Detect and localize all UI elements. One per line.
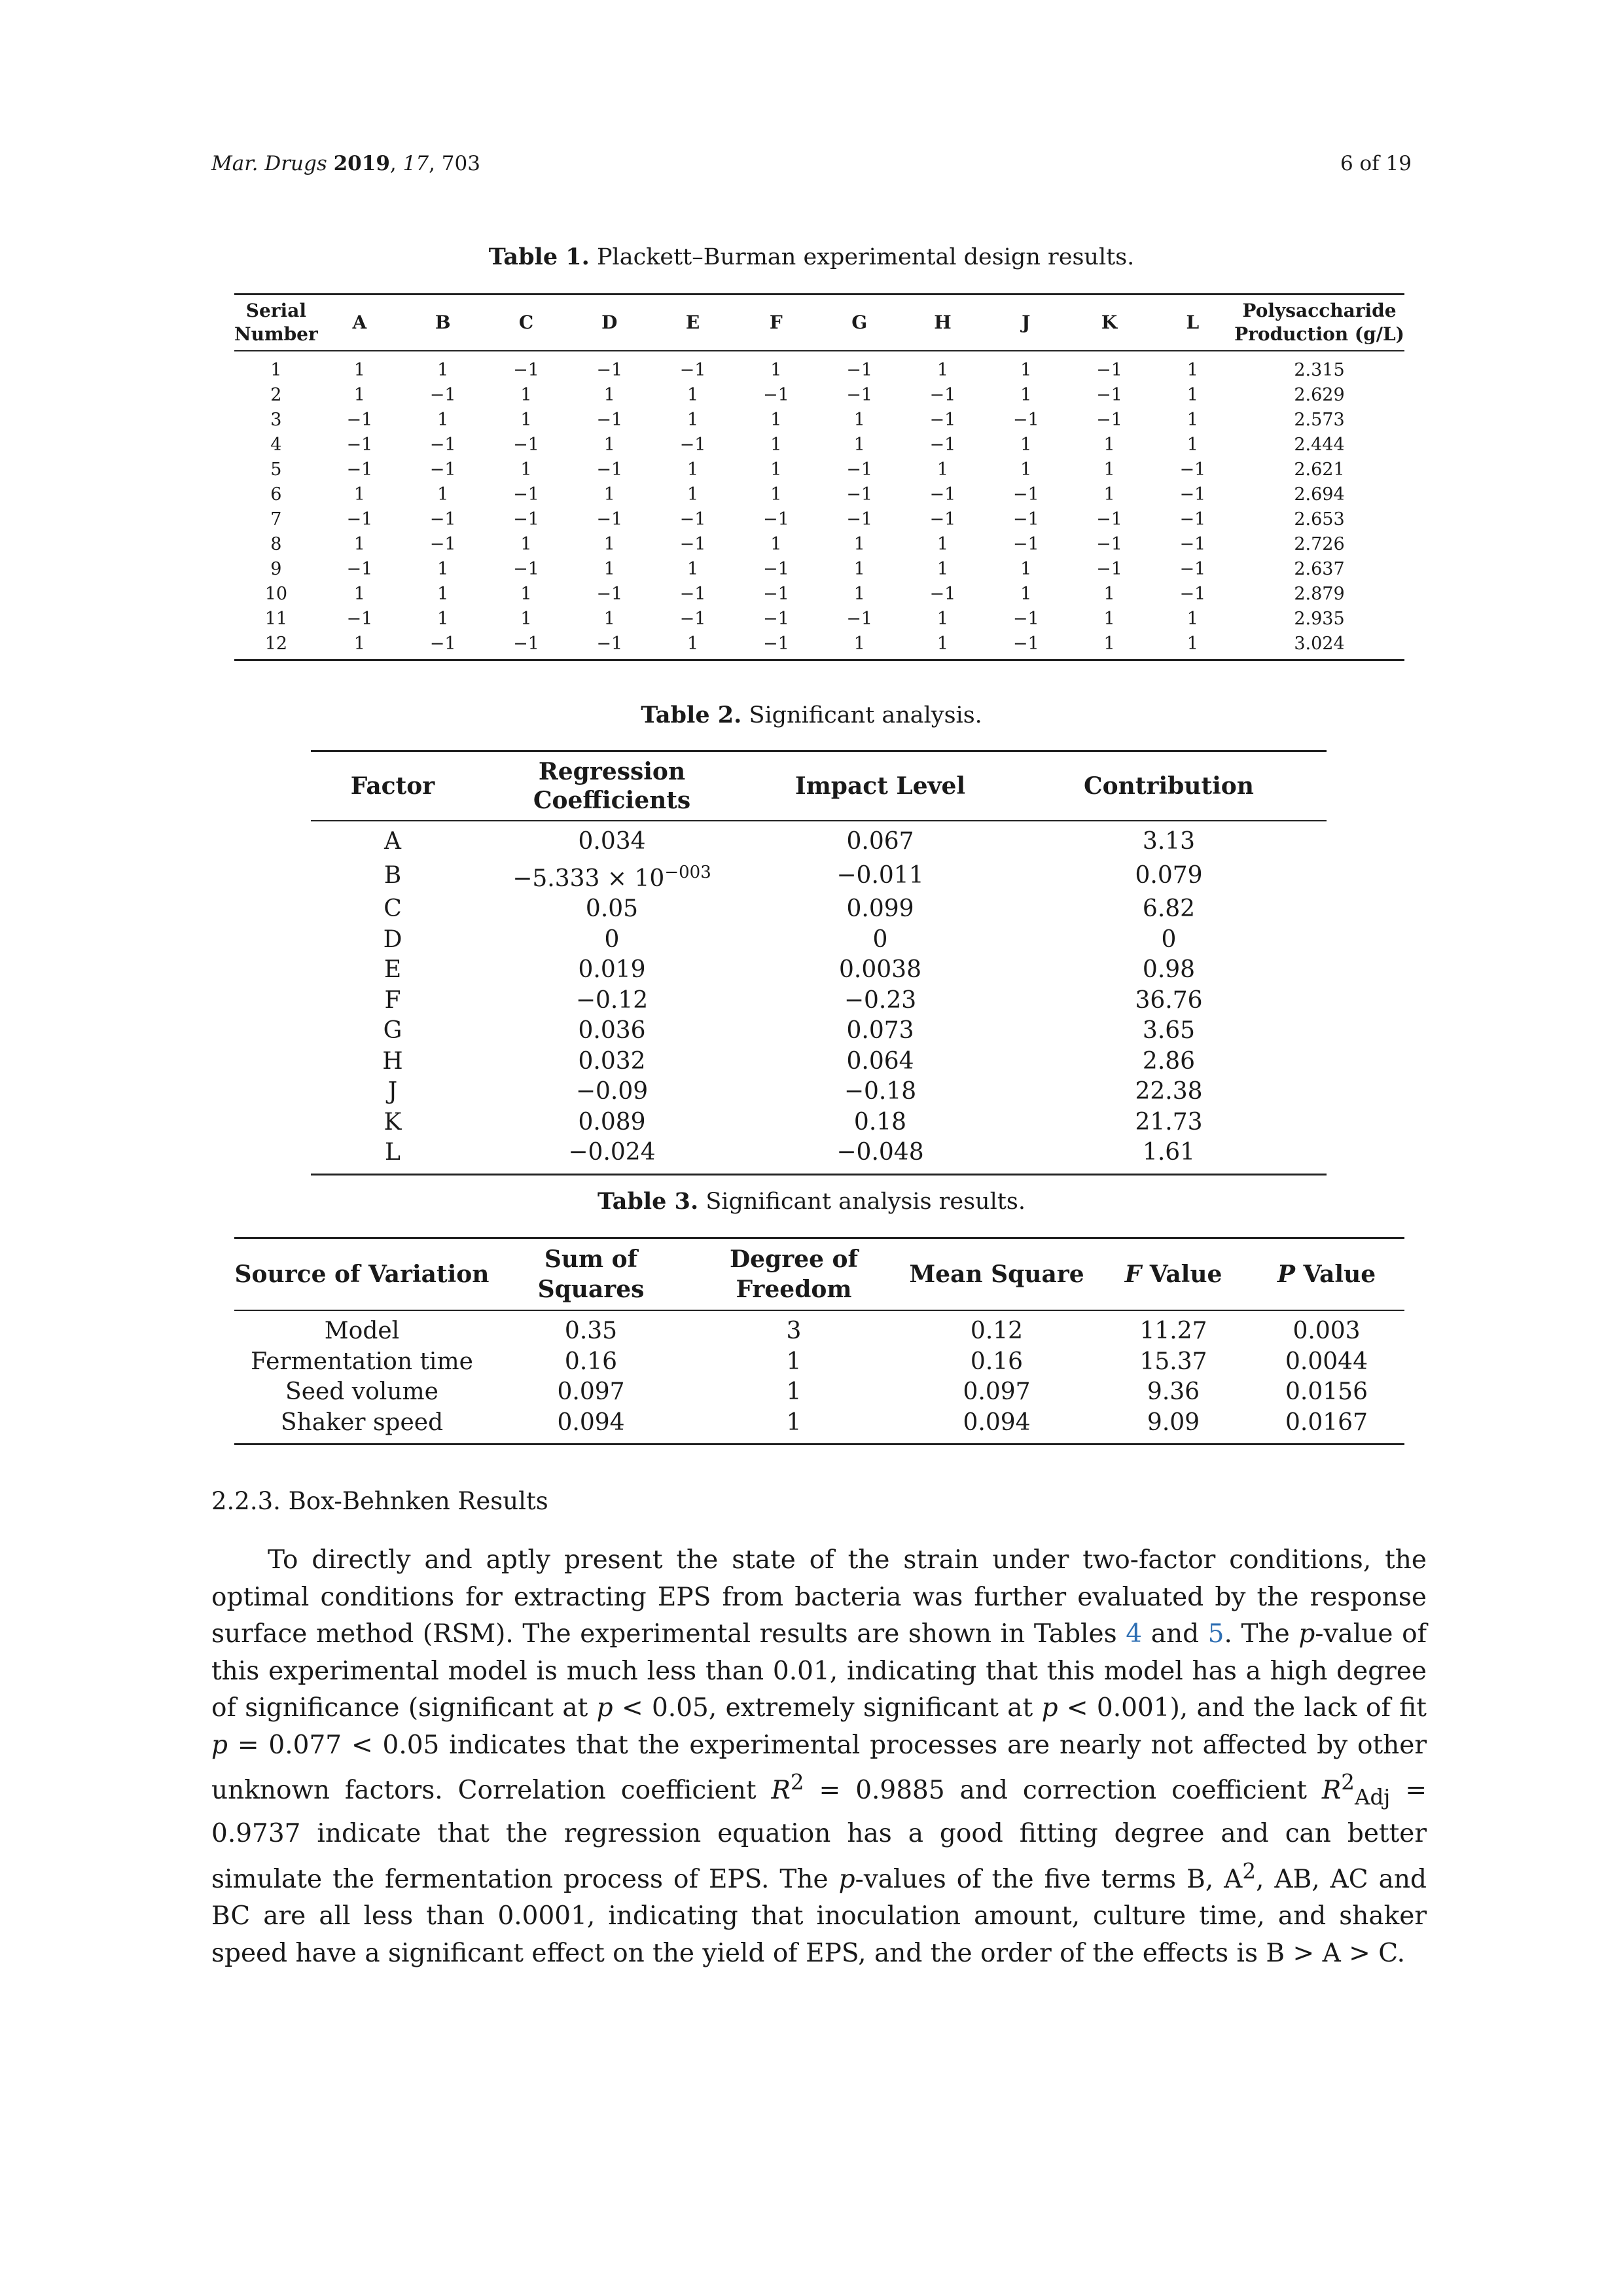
table-cell: 0.05 xyxy=(585,895,639,922)
table-cell: −1 xyxy=(846,385,873,405)
table-row xyxy=(311,1016,1327,1047)
table-cell: −1 xyxy=(846,509,873,529)
table-cell: −0.12 xyxy=(575,986,649,1014)
table-cell: 1 xyxy=(318,632,401,660)
table-row xyxy=(311,821,1327,857)
table-row xyxy=(234,351,1404,383)
table4-link[interactable]: 4 xyxy=(1126,1619,1143,1649)
table-cell: −1 xyxy=(1179,584,1206,604)
table-cell: 3 xyxy=(270,410,282,430)
table-cell: 9.09 xyxy=(1098,1408,1249,1444)
table-cell: −1 xyxy=(762,584,789,604)
table2-header-cell: Impact Level xyxy=(749,751,1011,821)
table-cell: 1 xyxy=(770,534,782,554)
table-cell: 1 xyxy=(1186,435,1198,455)
table-cell: −1 xyxy=(596,509,623,529)
table-cell: 21.73 xyxy=(1135,1108,1203,1136)
table-row xyxy=(234,507,1404,532)
table-cell: 2.621 xyxy=(1294,459,1345,480)
table-cell: 0.034 xyxy=(578,828,646,855)
table-cell: 1 xyxy=(1067,632,1150,660)
table-cell: −1 xyxy=(1096,410,1122,430)
table-row xyxy=(234,557,1404,582)
table-cell: 0.16 xyxy=(564,1348,618,1375)
table-cell: 1 xyxy=(651,632,734,660)
table-cell: 3.024 xyxy=(1234,632,1404,660)
table-row xyxy=(234,482,1404,507)
table-cell: G xyxy=(383,1017,402,1044)
table-cell: F xyxy=(384,986,401,1014)
table2 xyxy=(311,750,1327,1175)
table-cell: −1 xyxy=(484,632,567,660)
table-cell: −1 xyxy=(429,385,456,405)
table-cell: 0.094 xyxy=(490,1408,692,1444)
table-cell: −1 xyxy=(734,632,817,660)
table-cell: −1 xyxy=(513,360,539,380)
table-cell: 1 xyxy=(901,632,984,660)
table-cell: 1 xyxy=(520,385,532,405)
table-cell: 1 xyxy=(603,609,615,629)
table-cell: 1 xyxy=(353,385,365,405)
table-cell: 1 xyxy=(353,584,365,604)
table-cell: −1 xyxy=(1012,609,1039,629)
table-cell: −1 xyxy=(568,632,651,660)
table1-header-cell: H xyxy=(901,295,984,351)
table-cell: −1 xyxy=(596,410,623,430)
table-cell: 2.315 xyxy=(1294,360,1345,380)
table-cell: 0.16 xyxy=(970,1348,1024,1375)
table-row xyxy=(234,1310,1404,1347)
table-cell: −1 xyxy=(679,609,706,629)
table-cell: J xyxy=(387,1078,398,1105)
table-cell: −1 xyxy=(1012,484,1039,505)
table-cell: −1 xyxy=(679,584,706,604)
table-cell: −1 xyxy=(1012,410,1039,430)
table-cell: −1 xyxy=(929,410,956,430)
table1-header-cell: Polysaccharide Production (g/L) xyxy=(1234,295,1404,351)
table-cell: 1 xyxy=(270,360,282,380)
table-cell: 1 xyxy=(520,534,532,554)
table-cell: 1 xyxy=(853,559,865,579)
table-cell: 0 xyxy=(872,925,888,953)
table-cell: −1 xyxy=(1179,534,1206,554)
table-cell: 1 xyxy=(1103,459,1115,480)
table-cell: −1 xyxy=(346,459,373,480)
table-cell: 1 xyxy=(1020,584,1032,604)
table-row xyxy=(311,955,1327,986)
table-cell: 9.36 xyxy=(1147,1378,1200,1405)
table-cell: −1 xyxy=(1096,385,1122,405)
table-cell: 3 xyxy=(786,1318,802,1344)
table1-header-cell: K xyxy=(1067,295,1150,351)
table-cell: 2.694 xyxy=(1294,484,1345,505)
table-cell: 12 xyxy=(234,632,318,660)
table-cell: 1 xyxy=(770,484,782,505)
table-cell: 1 xyxy=(936,459,949,480)
table-cell: 0.0156 xyxy=(1285,1378,1368,1405)
table-cell: 2.879 xyxy=(1294,584,1345,604)
table-cell: L xyxy=(311,1138,474,1174)
table-row xyxy=(311,894,1327,925)
table-row xyxy=(311,986,1327,1016)
table-cell: 1 xyxy=(437,609,449,629)
table-cell: 1 xyxy=(853,435,865,455)
table-cell: 0 xyxy=(604,925,620,953)
table-cell: 0.35 xyxy=(564,1318,618,1344)
table-cell: 2.935 xyxy=(1294,609,1345,629)
table-cell: −1 xyxy=(513,435,539,455)
table-cell: 1 xyxy=(687,385,699,405)
table-cell: −1 xyxy=(1179,509,1206,529)
table-cell: 0.12 xyxy=(970,1318,1024,1344)
table-cell: −1 xyxy=(679,435,706,455)
table-cell: 1 xyxy=(353,360,365,380)
table-cell: 2.653 xyxy=(1294,509,1345,529)
table-row xyxy=(311,1138,1327,1174)
table-cell: −1 xyxy=(846,484,873,505)
table-cell: 1 xyxy=(437,484,449,505)
table-cell: 2.86 xyxy=(1142,1047,1196,1075)
table-cell: 1 xyxy=(520,410,532,430)
table-cell: 1 xyxy=(936,534,949,554)
table-cell: 1 xyxy=(1020,559,1032,579)
table-cell: 36.76 xyxy=(1135,986,1203,1014)
table2-caption: Table 2. Significant analysis. xyxy=(641,702,982,728)
table-row xyxy=(311,857,1327,895)
table-cell: 2.629 xyxy=(1294,385,1345,405)
journal-citation: Mar. Drugs 2019, 17, 703 xyxy=(211,152,480,175)
table-cell: 3.13 xyxy=(1142,828,1196,855)
table-cell: −1 xyxy=(762,385,789,405)
table1-header-cell: G xyxy=(818,295,901,351)
table-cell: 1 xyxy=(1020,435,1032,455)
table-cell: 2.726 xyxy=(1294,534,1345,554)
section-heading: 2.2.3. Box-Behnken Results xyxy=(211,1487,548,1515)
table-cell: 1 xyxy=(818,632,901,660)
table-cell: −1 xyxy=(929,484,956,505)
table-cell: 0 xyxy=(1161,925,1177,953)
table-cell: 0.094 xyxy=(895,1408,1098,1444)
table1-header-cell: L xyxy=(1151,295,1234,351)
table-cell: 6 xyxy=(270,484,282,505)
table-cell: 5 xyxy=(270,459,282,480)
table-row xyxy=(234,1377,1404,1408)
table-cell: 1 xyxy=(1020,360,1032,380)
table-cell: 1 xyxy=(1103,584,1115,604)
table-cell: 0.003 xyxy=(1293,1318,1361,1344)
table-row xyxy=(234,632,1404,660)
table5-link[interactable]: 5 xyxy=(1207,1619,1224,1649)
table-cell: 1 xyxy=(936,559,949,579)
table-cell: 8 xyxy=(270,534,282,554)
table-cell: 2.637 xyxy=(1294,559,1345,579)
table-cell: 1 xyxy=(853,410,865,430)
table-cell: −1 xyxy=(596,584,623,604)
table-cell: 0.079 xyxy=(1135,861,1203,889)
table2-header-cell: Factor xyxy=(311,751,474,821)
table-cell: 1 xyxy=(437,410,449,430)
table-cell: $-5.333 \times 10^{-003}$ xyxy=(512,862,711,892)
table-cell: 0.064 xyxy=(846,1047,914,1075)
table-cell: 1 xyxy=(1151,632,1234,660)
table-cell: −1 xyxy=(429,435,456,455)
table-cell: 1 xyxy=(603,559,615,579)
table-row xyxy=(234,1408,1404,1444)
table-cell: −1 xyxy=(429,509,456,529)
table-cell: 1 xyxy=(692,1408,895,1444)
table-cell: 1 xyxy=(437,360,449,380)
table-cell: B xyxy=(383,861,402,889)
table3-header-cell: Degree of Freedom xyxy=(692,1238,895,1311)
table-cell: Shaker speed xyxy=(234,1408,490,1444)
table-cell: 0.073 xyxy=(846,1017,914,1044)
table1-caption: Table 1. Plackett–Burman experimental design results. xyxy=(488,243,1135,270)
table-row xyxy=(311,1047,1327,1077)
table-row xyxy=(234,408,1404,433)
table-cell: 1 xyxy=(1020,459,1032,480)
table-cell: 1 xyxy=(853,584,865,604)
table3-header-row xyxy=(234,1238,1404,1311)
table2-header-row xyxy=(311,751,1327,821)
table-cell: Fermentation time xyxy=(251,1348,473,1375)
table-cell: 1 xyxy=(770,435,782,455)
table-cell: −1 xyxy=(346,609,373,629)
table-row xyxy=(234,582,1404,607)
table-cell: H xyxy=(382,1047,403,1075)
table1-header-cell: C xyxy=(484,295,567,351)
table-cell: −0.048 xyxy=(749,1138,1011,1174)
table-cell: −0.011 xyxy=(836,861,924,889)
table-cell: −1 xyxy=(513,484,539,505)
table3-header-cell: Mean Square xyxy=(895,1238,1098,1311)
table-cell: −1 xyxy=(346,509,373,529)
table-cell: 2.573 xyxy=(1294,410,1345,430)
table3-caption: Table 3. Significant analysis results. xyxy=(597,1188,1026,1215)
table-cell: −1 xyxy=(1012,534,1039,554)
table1-header-cell: F xyxy=(734,295,817,351)
table-cell: −1 xyxy=(929,385,956,405)
table-cell: 0.089 xyxy=(578,1108,646,1136)
table1-header-row xyxy=(234,295,1404,351)
table-cell: 1 xyxy=(1103,609,1115,629)
table-cell: 0.036 xyxy=(578,1017,646,1044)
table-cell: 1 xyxy=(687,484,699,505)
table-cell: 1 xyxy=(770,410,782,430)
table-cell: −1 xyxy=(1096,509,1122,529)
table-cell: 1 xyxy=(1103,435,1115,455)
table-cell: −1 xyxy=(429,534,456,554)
table-cell: 11.27 xyxy=(1139,1318,1207,1344)
table3-header-cell: Source of Variation xyxy=(234,1238,490,1311)
table-cell: 9 xyxy=(270,559,282,579)
table-cell: 0.067 xyxy=(846,828,914,855)
table-cell: 2 xyxy=(270,385,282,405)
table1-header-cell: J xyxy=(984,295,1067,351)
table2-header-cell: Regression Coefficients xyxy=(474,751,749,821)
table-cell: 1 xyxy=(520,609,532,629)
table-cell: 0.097 xyxy=(557,1378,625,1405)
table-cell: −1 xyxy=(1012,509,1039,529)
table-cell: 1 xyxy=(603,484,615,505)
table-cell: 1 xyxy=(786,1348,802,1375)
table-cell: Model xyxy=(324,1318,400,1344)
table-cell: 0.097 xyxy=(963,1378,1031,1405)
table-cell: −1 xyxy=(346,559,373,579)
table-cell: −1 xyxy=(1096,360,1122,380)
body-paragraph: To directly and aptly present the state of the strain under two-factor conditions, the optimal conditions for extracting EPS from bacteria was further evaluated by the response surface method (RSM). The experimental results are shown in Tables 4 and 5. The p-value of this experimental model is much less than 0.01, indicating that this model has a high degree of significance (significant at p < 0.05, extremely significant at p < 0.001), and the lack of fit p = 0.077 < 0.05 indicates that the experimental processes are nearly not affected by other unknown factors. Correlation coefficient $R^2 = 0.9885$ and correction coefficient $R^2_{Adj} = 0.9737$ indicate that the regression equation has a good fitting degree and can better simulate the fermentation process of EPS. The p-values of the five terms B, $A^2$, AB, AC and BC are all less than 0.0001, indicating that inoculation amount, culture time, and shaker speed have a significant effect on the yield of EPS, and the order of the effects is B > A > C. xyxy=(211,1545,1427,1968)
table-row xyxy=(234,433,1404,457)
table-cell: 1 xyxy=(1020,385,1032,405)
table-cell: −0.18 xyxy=(844,1078,917,1105)
table-cell: 6.82 xyxy=(1142,895,1196,922)
table-cell: 1 xyxy=(1186,360,1198,380)
table3-body xyxy=(234,1310,1404,1444)
table-row xyxy=(234,383,1404,408)
table-cell: −1 xyxy=(762,559,789,579)
table-cell: 1 xyxy=(770,360,782,380)
table-cell: −1 xyxy=(846,459,873,480)
table-cell: −1 xyxy=(401,632,484,660)
table-cell: 2.444 xyxy=(1294,435,1345,455)
table-cell: −1 xyxy=(679,509,706,529)
table-cell: 1 xyxy=(353,484,365,505)
page-number: 6 of 19 xyxy=(1340,152,1412,175)
table-cell: 1 xyxy=(1103,484,1115,505)
table-row xyxy=(234,607,1404,632)
table-cell: 1 xyxy=(786,1378,802,1405)
table-cell: −1 xyxy=(929,584,956,604)
table-cell: 1.61 xyxy=(1011,1138,1327,1174)
table2-header-cell: Contribution xyxy=(1011,751,1327,821)
table-cell: −1 xyxy=(1096,534,1122,554)
table-cell: 1 xyxy=(603,534,615,554)
table-cell: 1 xyxy=(770,459,782,480)
table-cell: 1 xyxy=(853,534,865,554)
table-cell: 1 xyxy=(687,559,699,579)
table-cell: 1 xyxy=(520,584,532,604)
table-cell: 1 xyxy=(603,435,615,455)
table-cell: −1 xyxy=(513,559,539,579)
table-cell: 22.38 xyxy=(1135,1078,1203,1105)
table-cell: −1 xyxy=(929,435,956,455)
table-cell: 0.099 xyxy=(846,895,914,922)
table-cell: 1 xyxy=(936,609,949,629)
table-cell: 0.019 xyxy=(578,956,646,983)
table-cell: −1 xyxy=(346,410,373,430)
table-cell: −1 xyxy=(513,509,539,529)
table1-header-cell: A xyxy=(318,295,401,351)
table3-header-cell: Sum of Squares xyxy=(490,1238,692,1311)
table-cell: −1 xyxy=(984,632,1067,660)
table-cell: 15.37 xyxy=(1139,1348,1207,1375)
table-cell: 1 xyxy=(437,559,449,579)
table-cell: 7 xyxy=(270,509,282,529)
table-cell: 1 xyxy=(603,385,615,405)
table1 xyxy=(234,293,1404,661)
table-cell: −1 xyxy=(762,609,789,629)
table-cell: −1 xyxy=(929,509,956,529)
table-cell: −1 xyxy=(1096,559,1122,579)
table-cell: C xyxy=(383,895,402,922)
table-cell: E xyxy=(383,956,402,983)
table1-header-cell: Serial Number xyxy=(234,295,318,351)
table-cell: 0.0038 xyxy=(839,956,921,983)
table-cell: −1 xyxy=(346,435,373,455)
table-cell: 1 xyxy=(520,459,532,480)
table-cell: −0.09 xyxy=(575,1078,649,1105)
table1-header-cell: D xyxy=(568,295,651,351)
table-cell: −0.024 xyxy=(474,1138,749,1174)
exponent: −003 xyxy=(664,862,711,882)
table-row xyxy=(234,532,1404,557)
table-cell: −1 xyxy=(596,459,623,480)
table-cell: 1 xyxy=(687,410,699,430)
table-cell: 1 xyxy=(687,459,699,480)
table-cell: −1 xyxy=(1179,559,1206,579)
table-row xyxy=(311,925,1327,956)
table-row xyxy=(234,1347,1404,1378)
table-cell: −1 xyxy=(429,459,456,480)
table-cell: −1 xyxy=(679,360,706,380)
table-cell: 0.0044 xyxy=(1285,1348,1368,1375)
table-cell: 1 xyxy=(1186,385,1198,405)
table-cell: −1 xyxy=(1179,459,1206,480)
table-cell: 4 xyxy=(270,435,282,455)
table-cell: 0.18 xyxy=(853,1108,907,1136)
table-cell: K xyxy=(383,1108,402,1136)
table-cell: −1 xyxy=(762,509,789,529)
table-cell: 0.98 xyxy=(1142,956,1196,983)
table-cell: 1 xyxy=(1186,410,1198,430)
table-cell: −1 xyxy=(596,360,623,380)
table-cell: 1 xyxy=(1186,609,1198,629)
table3-header-cell: P Value xyxy=(1249,1238,1404,1311)
table-cell: −1 xyxy=(679,534,706,554)
table-row xyxy=(311,1107,1327,1138)
table-cell: 10 xyxy=(264,584,288,604)
table-cell: 0.0167 xyxy=(1249,1408,1404,1444)
table-cell: 1 xyxy=(936,360,949,380)
table1-header-cell: B xyxy=(401,295,484,351)
table-cell: −1 xyxy=(846,609,873,629)
table-cell: −0.23 xyxy=(844,986,917,1014)
table-cell: D xyxy=(383,925,402,953)
table-cell: Seed volume xyxy=(285,1378,438,1405)
table-cell: −1 xyxy=(1179,484,1206,505)
table3 xyxy=(234,1237,1404,1445)
table2-body xyxy=(311,821,1327,1174)
table3-header-cell: F Value xyxy=(1098,1238,1249,1311)
table1-header-cell: E xyxy=(651,295,734,351)
table-row xyxy=(234,457,1404,482)
table-cell: 1 xyxy=(353,534,365,554)
table-cell: A xyxy=(384,828,401,855)
table-cell: 11 xyxy=(264,609,288,629)
table-cell: 1 xyxy=(437,584,449,604)
table-row xyxy=(311,1077,1327,1107)
table-cell: 3.65 xyxy=(1142,1017,1196,1044)
table-cell: −1 xyxy=(846,360,873,380)
table1-body xyxy=(234,351,1404,660)
table-cell: 0.032 xyxy=(578,1047,646,1075)
